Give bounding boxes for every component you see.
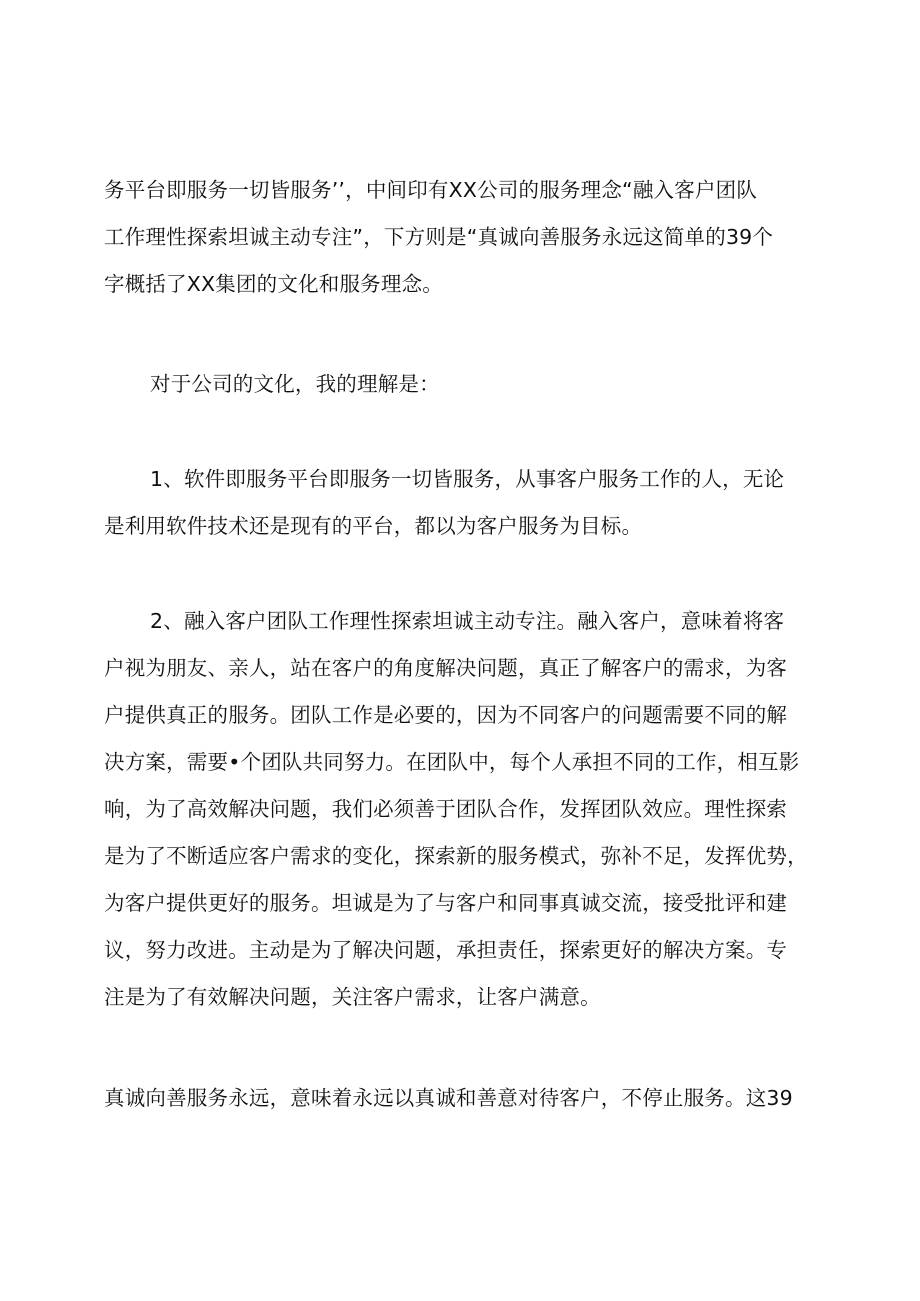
- point-2-line-8: 议，努力改进。主动是为了解决问题，承担责任，探索更好的解决方案。专: [104, 938, 788, 962]
- point-2-line-4: 决方案，需要•个团队共同努力。在团队中，每个人承担不同的工作，相互影: [104, 750, 800, 774]
- closing-line-1: 真诚向善服务永远，意味着永远以真诚和善意对待客户，不停止服务。这39: [104, 1086, 793, 1110]
- point-2-line-1: 2、融入客户团队工作理性探索坦诚主动专注。融入客户，意味着将客: [150, 609, 785, 633]
- point-2-line-9: 注是为了有效解决问题，关注客户需求，让客户满意。: [104, 985, 601, 1009]
- paragraph-intro-line-3: 字概括了XX集团的文化和服务理念。: [104, 272, 443, 296]
- point-2-line-6: 是为了不断适应客户需求的变化，探索新的服务模式，弥补不足，发挥优势，: [104, 844, 808, 868]
- paragraph-intro-line-2: 工作理性探索坦诚主动专注”，下方则是“真诚向善服务永远这简单的39个: [104, 225, 774, 249]
- point-2-line-7: 为客户提供更好的服务。坦诚是为了与客户和同事真诚交流，接受批评和建: [104, 891, 788, 915]
- point-1-line-1: 1、软件即服务平台即服务一切皆服务，从事客户服务工作的人，无论: [150, 467, 785, 491]
- paragraph-intro-line-1: 务平台即服务一切皆服务’’，中间印有XX公司的服务理念“融入客户团队: [104, 178, 758, 202]
- point-2-line-3: 户提供真正的服务。团队工作是必要的，因为不同客户的问题需要不同的解: [104, 703, 788, 727]
- point-2-line-2: 户视为朋友、亲人，站在客户的角度解决问题，真正了解客户的需求，为客: [104, 656, 788, 680]
- point-2-line-5: 响，为了高效解决问题，我们必须善于团队合作，发挥团队效应。理性探索: [104, 797, 788, 821]
- point-1-line-2: 是利用软件技术还是现有的平台，都以为客户服务为目标。: [104, 514, 643, 538]
- understanding-heading: 对于公司的文化，我的理解是：: [150, 372, 440, 396]
